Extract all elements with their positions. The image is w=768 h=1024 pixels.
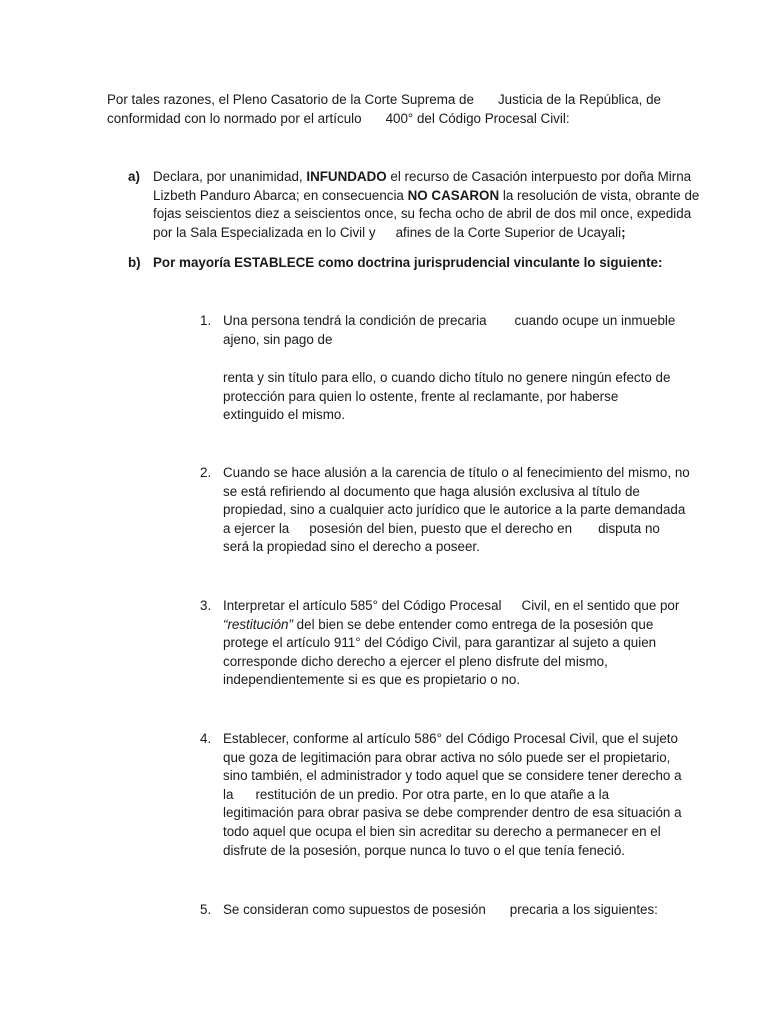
point-4-number: 4. xyxy=(200,731,212,746)
point-1-line-5: extinguido el mismo. xyxy=(223,407,346,423)
point-3-line-4: corresponde dicho derecho a ejercer el pleno disfrute del mismo, xyxy=(223,653,608,669)
item-a-line-1a: Declara, por unanimidad, xyxy=(153,169,307,184)
point-4-paragraph xyxy=(223,730,682,860)
item-a-line-1c: el recurso de Casación interpuesto por doña Mirna xyxy=(386,169,692,184)
item-a-infundado: INFUNDADO xyxy=(306,169,387,184)
item-b-text: Por mayoría ESTABLECE como doctrina jurisprudencial vinculante lo siguiente: xyxy=(153,255,663,270)
item-a-line-2c: la resolución de vista, obrante de xyxy=(499,187,700,203)
point-4-line-4a: la xyxy=(223,786,234,802)
intro-paragraph xyxy=(107,91,661,128)
point-3-line-1a: Interpretar el artículo 585° del Código Procesal xyxy=(223,598,502,613)
point-2-line-4a: a ejercer la xyxy=(223,520,290,536)
point-5-number: 5. xyxy=(200,902,212,917)
point-2-line-3: propiedad, sino a cualquier acto jurídico que le autorice a la parte demandada xyxy=(223,502,686,518)
point-4-line-6: todo aquel que ocupa el bien sin acreditar su derecho a permanecer en el xyxy=(223,823,661,839)
point-2-line-4c: disputa no xyxy=(598,520,660,536)
point-1-line-3: renta y sin título para ello, o cuando dicho título no genere ningún efecto de xyxy=(223,370,671,385)
item-a-label: a) xyxy=(128,169,140,184)
item-a-line-4a: por la Sala Especializada en lo Civil y xyxy=(153,224,376,240)
point-2-paragraph xyxy=(223,464,690,557)
point-2-line-5: será la propiedad sino el derecho a poseer. xyxy=(223,539,480,555)
point-4-line-3: sino también, el administrador y todo aquel que se considere tener derecho a xyxy=(223,768,682,784)
item-a-line-3: fojas seiscientos diez a seiscientos once, su fecha ocho de abril de dos mil once, expedida xyxy=(153,206,692,222)
item-a-paragraph xyxy=(153,168,699,242)
point-3-number: 3. xyxy=(200,598,212,613)
point-1-number: 1. xyxy=(200,313,212,328)
point-5-line-1a: Se consideran como supuestos de posesión xyxy=(223,902,486,917)
intro-line-1a: Por tales razones, el Pleno Casatorio de la Corte Suprema de xyxy=(107,92,474,107)
point-2-line-2: se está refiriendo al documento que haga alusión exclusiva al título de xyxy=(223,483,640,499)
point-4-line-1: Establecer, conforme al artículo 586° del Código Procesal Civil, que el sujeto xyxy=(223,731,678,746)
point-4-line-4b: restitución de un predio. Por otra parte, en lo que atañe a la xyxy=(255,786,610,802)
intro-line-1b: Justicia de la República, de xyxy=(497,92,661,107)
item-a-line-4b: afines de la Corte Superior de Ucayali xyxy=(395,224,622,240)
item-b-label: b) xyxy=(128,255,141,270)
item-a-no-casaron: NO CASARON xyxy=(407,187,500,203)
point-2-line-1: Cuando se hace alusión a la carencia de título o al fenecimiento del mismo, no xyxy=(223,465,690,480)
point-3-restitucion: “restitución” xyxy=(223,616,293,632)
point-1-line-1b: cuando ocupe un inmueble xyxy=(514,313,676,328)
point-5-paragraph xyxy=(223,901,658,920)
point-1-line-1a: Una persona tendrá la condición de precaria xyxy=(223,313,487,328)
item-a-semicolon: ; xyxy=(621,224,626,240)
point-3-line-1b: Civil, en el sentido que por xyxy=(521,598,680,613)
point-4-line-5: legitimación para obrar pasiva se debe comprender dentro de esa situación a xyxy=(223,805,682,821)
point-4-line-7: disfrute de la posesión, porque nunca lo tuvo o el que tenía feneció. xyxy=(223,842,626,858)
point-1-continuation xyxy=(223,369,670,425)
point-1-paragraph xyxy=(223,312,675,349)
point-3-line-3: protege el artículo 911° del Código Civil, para garantizar al sujeto a quien xyxy=(223,635,657,651)
point-3-line-2b: del bien se debe entender como entrega de la posesión que xyxy=(292,616,654,632)
point-1-line-2: ajeno, sin pago de xyxy=(223,331,333,347)
point-2-number: 2. xyxy=(200,465,212,480)
point-4-line-2: que goza de legitimación para obrar activa no sólo puede ser el propietario, xyxy=(223,749,671,765)
intro-line-2a: conformidad con lo normado por el artículo xyxy=(107,110,362,126)
point-5-line-1b: precaria a los siguientes: xyxy=(509,902,658,917)
item-a-line-2a: Lizbeth Panduro Abarca; en consecuencia xyxy=(153,187,408,203)
point-1-line-4: protección para quien lo ostente, frente al reclamante, por haberse xyxy=(223,388,619,404)
point-3-line-5: independientemente si es que es propietario o no. xyxy=(223,672,521,688)
intro-line-2b: 400° del Código Procesal Civil: xyxy=(385,110,570,126)
point-3-paragraph xyxy=(223,597,679,690)
item-b-paragraph xyxy=(153,254,662,273)
point-2-line-4b: posesión del bien, puesto que el derecho en xyxy=(309,520,573,536)
